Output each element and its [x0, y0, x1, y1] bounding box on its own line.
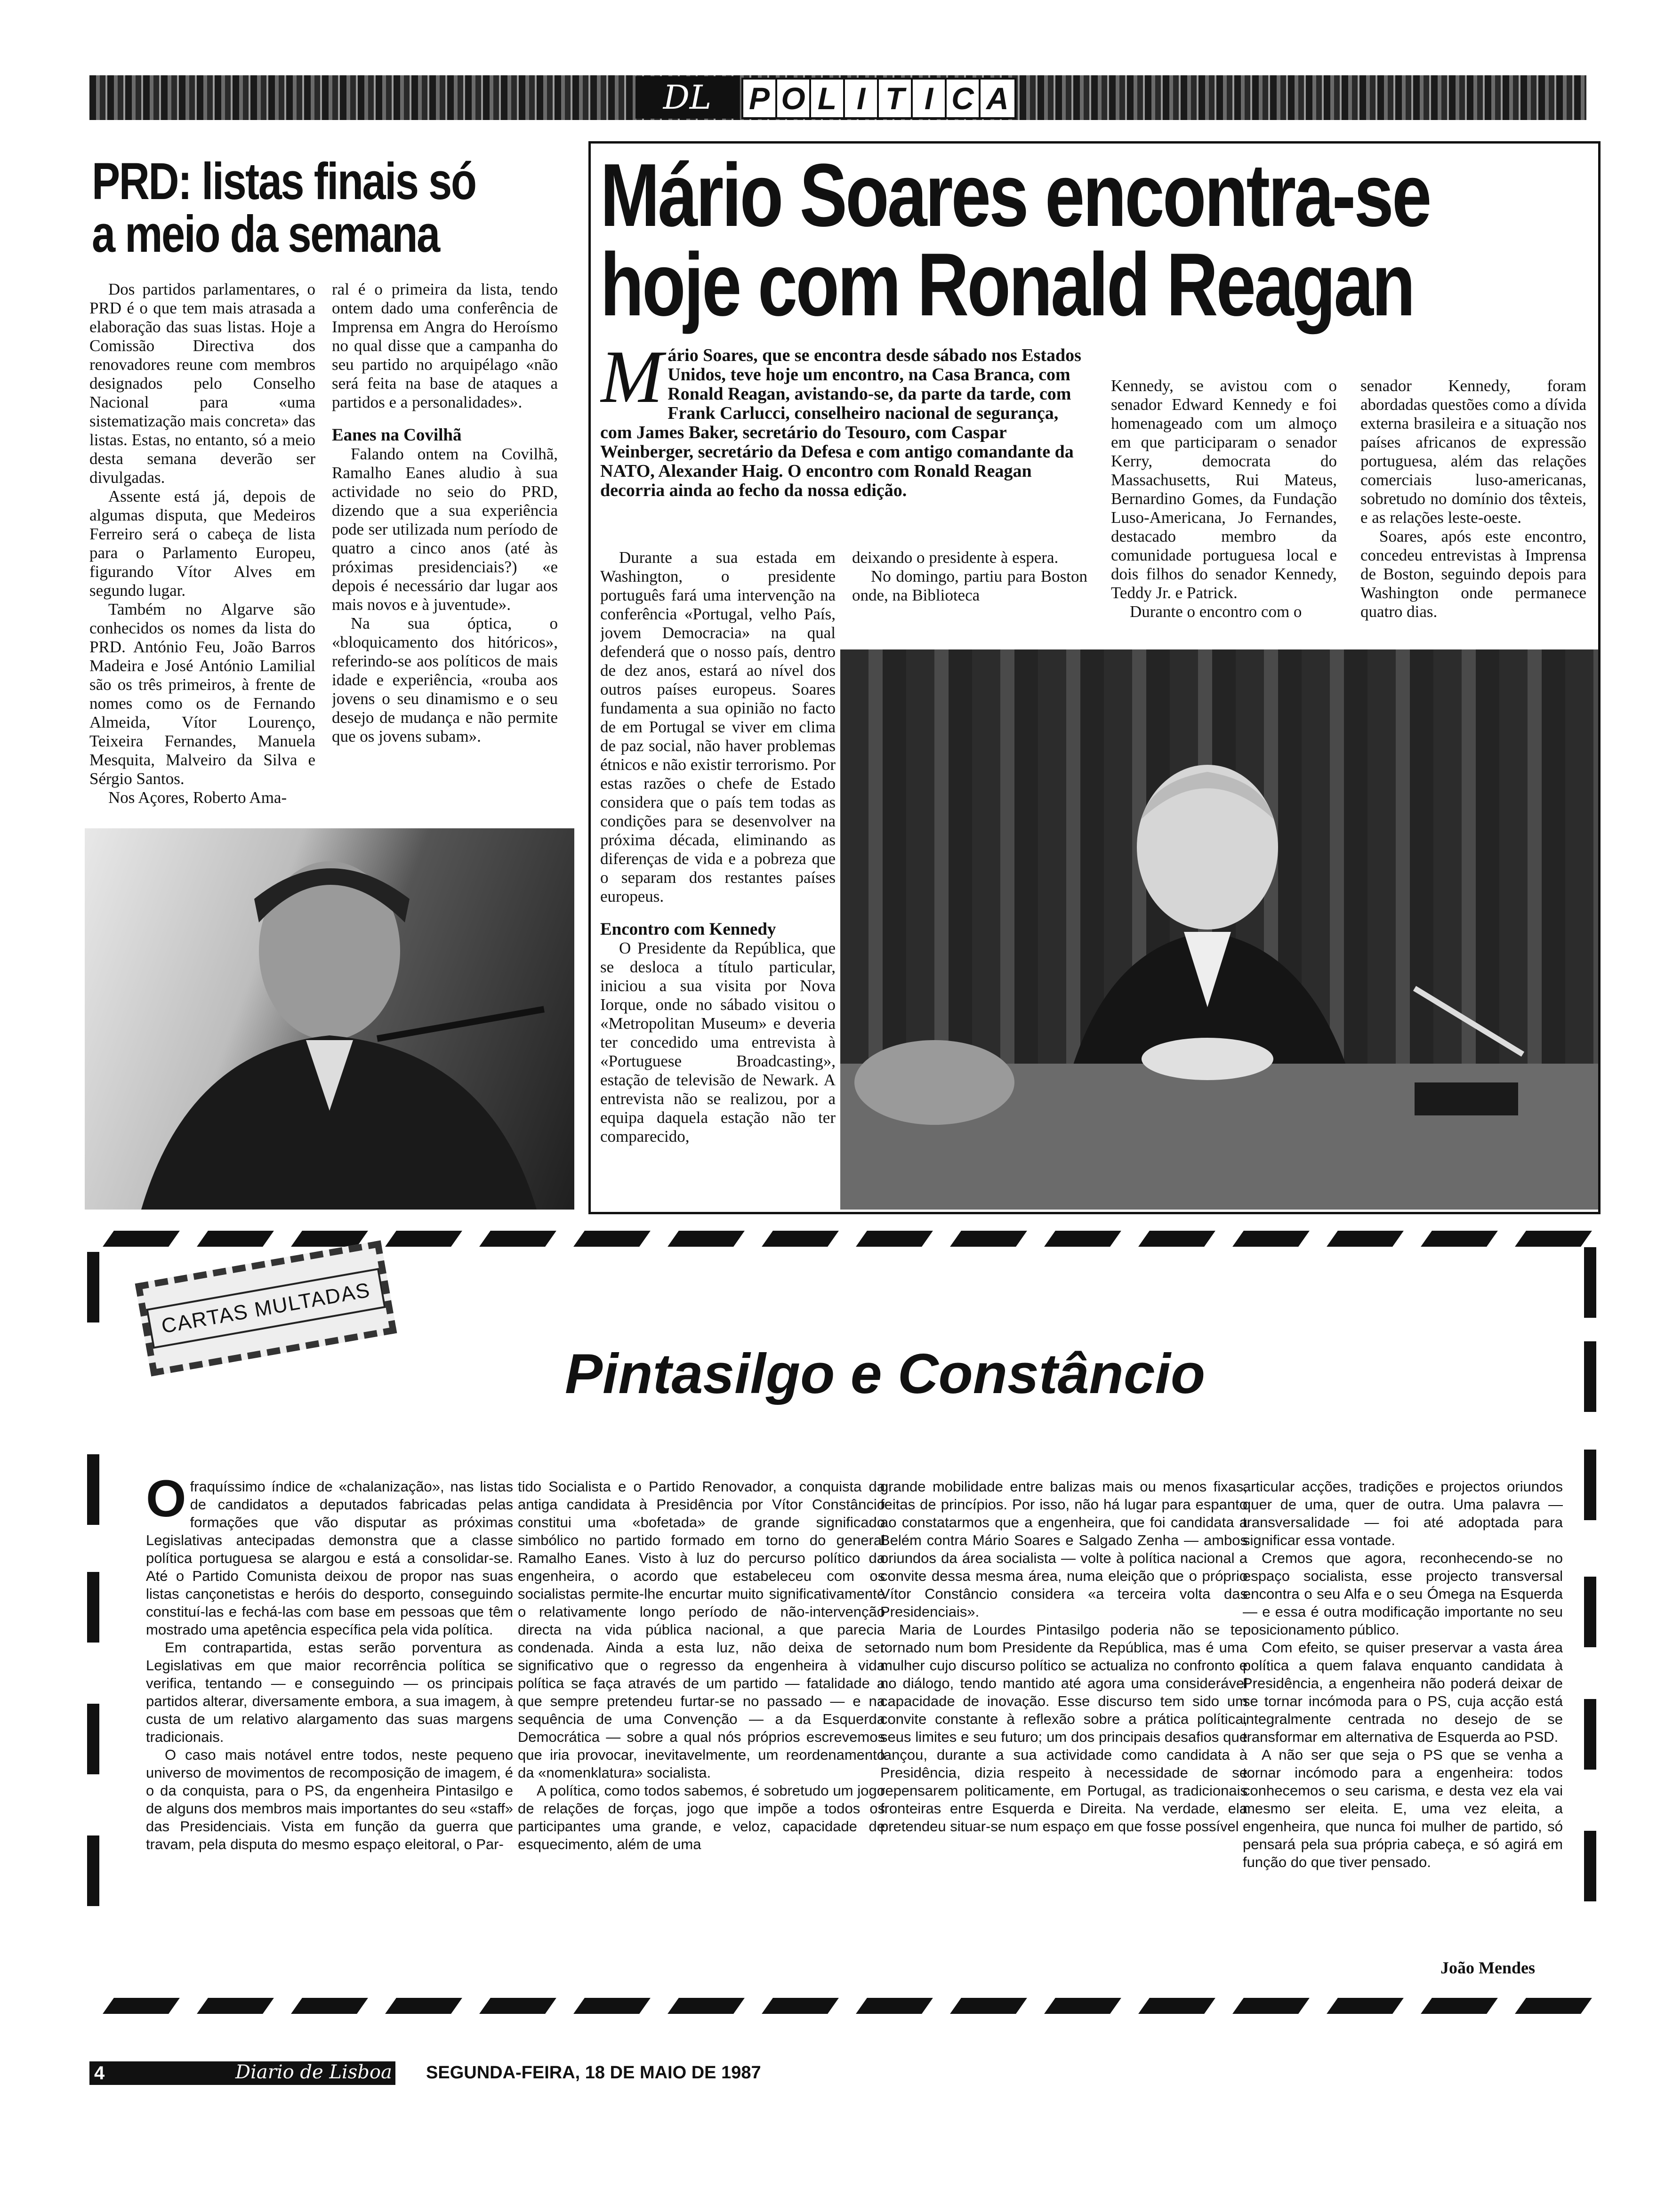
prd-headline [92, 152, 610, 263]
soares-lead: M ário Soares, que se encontra desde sábado nos Estados Unidos, teve hoje um encontro, na Casa Branca, com Ronald Reagan, avistando-se, da parte da tarde, com Frank Carlucci, conselheiro nacional de segurança, com James Baker, secretário do Tesouro, com Caspar Weinberger, secretário da Defesa e com antigo comandante da NATO, Alexander Haig. O encontro com Ronald Reagan decorria ainda ao fecho da nossa edição. [600, 346, 1081, 500]
eanes-photo [85, 828, 574, 1210]
soares-headline [600, 145, 1589, 335]
stamp-label: CARTAS MULTADAS [146, 1268, 386, 1349]
cartas-multadas-stamp [135, 1241, 397, 1377]
section-letter: O [777, 80, 811, 117]
cartas-column-4: articular acções, tradições e projectos oriundos quer de uma, quer de outra. Uma palavra — transversalidade — foi até adoptada para significar essa vontade. Cremos que agora, reconhecendo-se no espaço socialista, esse projecto transversal encontra o seu Alfa e o seu Ómega na Esquerda — e essa é outra modificação importante no seu posicionamento público. Com efeito, se quiser preservar a vasta área política a quem falava enquanto candidata à Presidência, a engenheira não poderá deixar de se tornar incómoda para o PS, cuja acção está integralmente centrada no desejo de se transformar em alternativa de Esquerda ao PSD. A não ser que seja o PS que se venha a tornar incómodo para a engenheira: todos conhecemos o seu carisma, e desta vez ela vai mesmo ser eleita. E, uma vez eleita, a engenheira, que nunca foi mulher de partido, só pensará pela sua própria cabeça, e só agirá em função do que tiver pensado. [1243, 1478, 1563, 1870]
soares-headline-line1: Mário Soares encontra-se [600, 145, 1430, 245]
section-letter: T [879, 80, 913, 117]
soares-column-3: Kennedy, se avistou com o senador Edward Kennedy e foi homenageado com um almoço em que participaram o senador Kerry, democrata do Massachusetts, Rui Mateus, Bernardino Gomes, da Fundação Luso-Americana, Jo Fernandes, destacado membro da comunidade portuguesa local e dois filhos do senador Kennedy, Teddy Jr. e Patrick. Durante o encontro com o [1111, 377, 1337, 621]
prd-column-1: Dos partidos parlamentares, o PRD é o que tem mais atrasada a elaboração das suas listas. Hoje a Comissão Directiva dos renovadores reune com membros designados pelo Conselho Nacional para «uma sistematização mais concreta» das listas. Estas, no entanto, só a meio desta semana deverão ser divulgadas. Assente está já, depois de algumas disputa, que Medeiros Ferreiro será o cabeça de lista para o Parlamento Europeu, figurando Vítor Alves em segundo lugar. Também no Algarve são conhecidos os nomes da lista do PRD. António Feu, João Barros Madeira e José António Lamilial são os três primeiros, à frente de nomes como os de Fernando Almeida, Vítor Lourenço, Teixeira Fernandes, Manuela Mesquita, Malveiro da Silva e Sérgio Santos. Nos Açores, Roberto Ama- [89, 280, 315, 807]
cartas-headline: Pintasilgo e Constâncio [565, 1342, 1206, 1405]
soares-photo-illustration [840, 649, 1598, 1210]
soares-dropcap: M [600, 346, 663, 418]
frame-stripes-bottom [108, 1998, 1586, 2014]
soares-column-1: Durante a sua estada em Washington, o presidente português fará uma intervenção na conferência «Portugal, velho País, jovem Democracia» na qual defenderá que o nosso país, dentro de dez anos, estará ao nível dos outros países europeus. Soares fundamenta a sua opinião no facto de em Portugal se viver em clima de paz social, não haver problemas étnicos e não existir terrorismo. Por estas razões o chefe de Estado considera que o país tem todas as condições para se desenvolver na próxima década, eliminando as diferenças de vida e a pobreza que o separam dos restantes países europeus. Encontro com Kennedy O Presidente da República, que se desloca a título particular, iniciou a sua visita por Nova Iorque, onde no sábado visitou o «Metropolitan Museum» e deveria ter concedido uma entrevista à «Portuguese Broadcasting», estação de televisão de Newark. A entrevista não se realizou, por a equipa daquela estação não ter comparecido, [600, 548, 836, 1146]
section-letter: I [845, 80, 879, 117]
footer-paper-name: Diario de Lisboa [235, 2061, 392, 2083]
prd-subhead: Eanes na Covilhã [332, 425, 462, 445]
page-number: 4 [94, 2063, 105, 2084]
cartas-column-1: Ofraquíssimo índice de «chalanização», nas listas de candidatos a deputados fabricadas pelas formações que vão disputar as próximas Legislativas antecipadas demonstra que a classe política portuguesa se alargou e está a consolidar-se. Até o Partido Comunista deixou de propor nas suas listas cançonetistas e heróis do desporto, conseguindo constituí-las e fechá-las com base em pessoas que têm mostrado uma apetência específica pela vida política. Em contrapartida, estas serão porventura as Legislativas em que maior recorrência política se verifica, tentando — e conseguindo — os principais partidos alterar, diversamente embora, a sua imagem, à custa de um relativo alargamento das suas margens tradicionais. O caso mais notável entre todos, neste pequeno universo de movimentos de recomposição de imagem, é o da conquista, para o PS, da engenheira Pintasilgo e de alguns dos membros mais importantes do seu «staff» das Presidenciais. Vista em função da guerra que travam, pela disputa do mesmo espaço eleitoral, o Par- [146, 1478, 513, 1852]
section-letter: A [986, 81, 1009, 116]
cartas-column-3: grande mobilidade entre balizas mais ou menos fixas, feitas de princípios. Por isso, não há lugar para espanto ao constatarmos que a engenheira, que foi candidata a Belém contra Mário Soares e Salgado Zenha — ambos oriundos da área socialista — volte à política nacional a convite dessa mesma área, numa eleição que o próprio Vítor Constâncio considera «a terceira volta das Presidenciais». Maria de Lourdes Pintasilgo poderia não se ter tornado num bom Presidente da República, mas é uma mulher cujo discurso político se actualiza no confronto e no diálogo, tendo mantido até agora uma considerável capacidade de inovação. Esse discurso tem sido um convite constante à reflexão sobre a prática política, seus limites e seu futuro; um dos principais desafios que lançou, durante a sua actividade como candidata à Presidência, dizia respeito à necessidade de se repensarem politicamente, em Portugal, as tradicionais fronteiras entre Esquerda e Direita. Na verdade, ela pretendeu situar-se num espaço em que fosse possível [880, 1478, 1247, 1835]
cartas-dropcap: O [146, 1478, 186, 1528]
prd-headline-line2: a meio da semana [92, 205, 439, 263]
prd-headline-line1: PRD: listas finais só [92, 152, 476, 210]
footer-date: SEGUNDA-FEIRA, 18 DE MAIO DE 1987 [426, 2063, 761, 2083]
soares-subhead: Encontro com Kennedy [600, 920, 776, 939]
section-letter: P [743, 80, 777, 117]
newspaper-logo: DL [635, 76, 739, 119]
soares-photo [840, 649, 1598, 1210]
soares-column-2: deixando o presidente à espera. No domingo, partiu para Boston onde, na Biblioteca [852, 548, 1087, 604]
eanes-photo-illustration [85, 828, 574, 1210]
cartas-author: João Mendes [1440, 1958, 1535, 1977]
section-letter: L [811, 80, 845, 117]
section-letter: C [947, 80, 981, 117]
section-title-politica [741, 78, 1016, 119]
cartas-column-2: tido Socialista e o Partido Renovador, a conquista da antiga candidata à Presidência por Vítor Constâncio constitui uma «bofetada» de grande significado simbólico no partido formado em torno do general Ramalho Eanes. Visto à luz do percurso político da engenheira, o acordo que estabeleceu com os socialistas permite-lhe encurtar muito significativamente o relativamente longo período de não-intervenção directa na vida pública nacional, a que parecia condenada. Ainda a esta luz, não deixa de ser significativo que o regresso da engenheira à vida política se faça através de um partido — fatalidade a que sempre pretendeu furtar-se no passado — e na sequência de uma Convenção — a da Esquerda Democrática — sobre a qual nós próprios escrevemos que iria provocar, inevitavelmente, um reordenamento da «nomenklatura» socialista. A política, como todos sabemos, é sobretudo um jogo de relações de forças, jogo que impõe a todos os participantes uma grande, e veloz, capacidade de esquecimento, além de uma [518, 1478, 885, 1852]
soares-headline-line2: hoje com Ronald Reagan [600, 235, 1414, 335]
prd-column-2: ral é o primeira da lista, tendo ontem dado uma conferência de Imprensa em Angra do Heroísmo no qual disse que a campanha do seu partido no arquipélago «não será feita na base de ataques a partidos e a personalidades». Eanes na Covilhã Falando ontem na Covilhã, Ramalho Eanes aludio à sua actividade no seio do PRD, dizendo que a sua experiência pode ser utilizada num período de quatro a cinco anos (até às próximas presidenciais?) «e depois é necessário dar lugar aos mais novos e à juventude». Na sua óptica, o «bloquicamento dos hitóricos», referindo-se aos políticos de mais idade e experiência, «rouba aos jovens o seu dinamismo e o seu desejo de mudança e não permite que os jovens subam». [332, 280, 558, 745]
soares-column-4: senador Kennedy, foram abordadas questões como a dívida externa brasileira e a situação nos países africanos de expressão portuguesa, além das relações comerciais luso-americanas, sobretudo no domínio dos têxteis, e as relações leste-oeste. Soares, após este encontro, concedeu entrevistas à Imprensa de Boston, seguindo depois para Washington onde permanece quatro dias. [1360, 377, 1586, 621]
frame-stripes-top [108, 1231, 1586, 1247]
section-letter: I [913, 80, 947, 117]
